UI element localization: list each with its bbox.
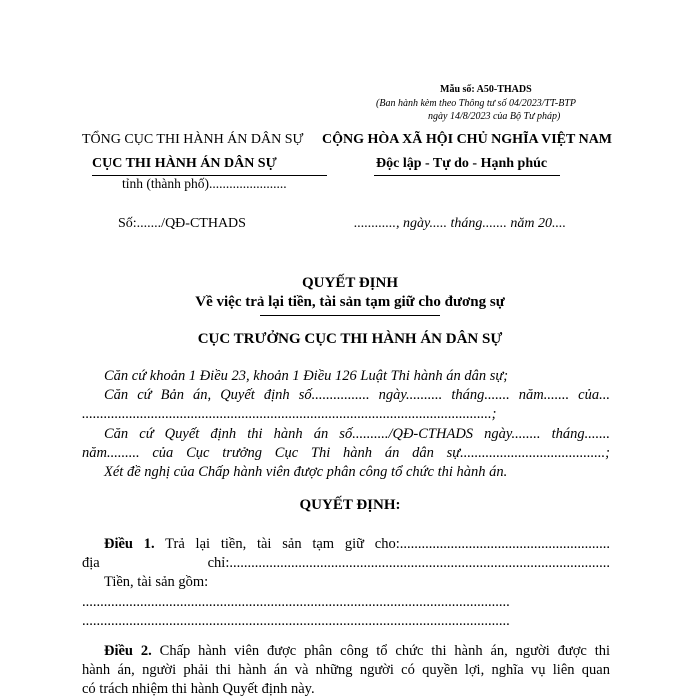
- article-1-address: địa chỉ:.........................................................................................................: [82, 555, 610, 571]
- form-issued-line2: ngày 14/8/2023 của Bộ Tư pháp): [428, 111, 561, 122]
- province-line: tỉnh (thành phố).......................: [122, 176, 287, 191]
- article-2-line3: có trách nhiệm thi hành Quyết định này.: [82, 681, 315, 697]
- article-1-dots-2: ......................................................................................................................: [82, 613, 510, 629]
- basis-2-line1: Căn cứ Bản án, Quyết định số................ ngày.......... tháng....... năm....... của...: [104, 387, 610, 403]
- nation-name: CỘNG HÒA XÃ HỘI CHỦ NGHĨA VIỆT NAM: [322, 132, 613, 147]
- article-2-label: Điều 2.: [104, 643, 152, 659]
- article-1-text: Trả lại tiền, tài sản tạm giữ cho:..........................................................: [154, 536, 610, 552]
- decision-heading: QUYẾT ĐỊNH:: [299, 497, 401, 513]
- document-subtitle: Về việc trả lại tiền, tài sản tạm giữ cho đương sự: [195, 294, 505, 310]
- basis-2-line2: .................................................................................................................;: [82, 406, 497, 422]
- authority-title: CỤC TRƯỞNG CỤC THI HÀNH ÁN DÂN SỰ: [197, 331, 503, 347]
- article-1: [82, 534, 610, 555]
- article-1-assets-label: Tiền, tài sản gồm:: [104, 574, 209, 590]
- form-code: Mẫu số: A50-THADS: [440, 84, 532, 95]
- decision-date: ............, ngày..... tháng....... năm 20....: [354, 216, 566, 231]
- article-1-label: Điều 1.: [104, 536, 155, 552]
- document-title: QUYẾT ĐỊNH: [302, 275, 398, 291]
- motto-underline: [374, 175, 560, 176]
- article-2-line1: Điều 2. Chấp hành viên được phân công tổ chức thi hành án, người được thi: [82, 641, 610, 662]
- article-2-line2: hành án, người phải thi hành án và những người có quyền lợi, nghĩa vụ liên quan: [82, 662, 610, 678]
- basis-4: Xét đề nghị của Chấp hành viên được phân công tổ chức thi hành án.: [104, 464, 508, 480]
- subtitle-underline: [260, 315, 440, 316]
- basis-3-line1: Căn cứ Quyết định thi hành án số........../QĐ-CTHADS ngày........ tháng.......: [104, 426, 610, 442]
- decision-number: Số:......./QĐ-CTHADS: [118, 216, 246, 231]
- form-issued-line1: (Ban hành kèm theo Thông tư số 04/2023/TT-BTP: [376, 98, 576, 109]
- nation-motto: Độc lập - Tự do - Hạnh phúc: [376, 156, 548, 171]
- agency-name: TỔNG CỤC THI HÀNH ÁN DÂN SỰ: [82, 132, 304, 147]
- article-1-dots-1: ......................................................................................................................: [82, 594, 510, 610]
- basis-1: Căn cứ khoản 1 Điều 23, khoản 1 Điều 126 Luật Thi hành án dân sự;: [104, 368, 509, 384]
- basis-3-line2: năm......... của Cục trưởng Cục Thi hành án dân sự........................................;: [82, 445, 610, 461]
- department-name: CỤC THI HÀNH ÁN DÂN SỰ: [92, 156, 277, 171]
